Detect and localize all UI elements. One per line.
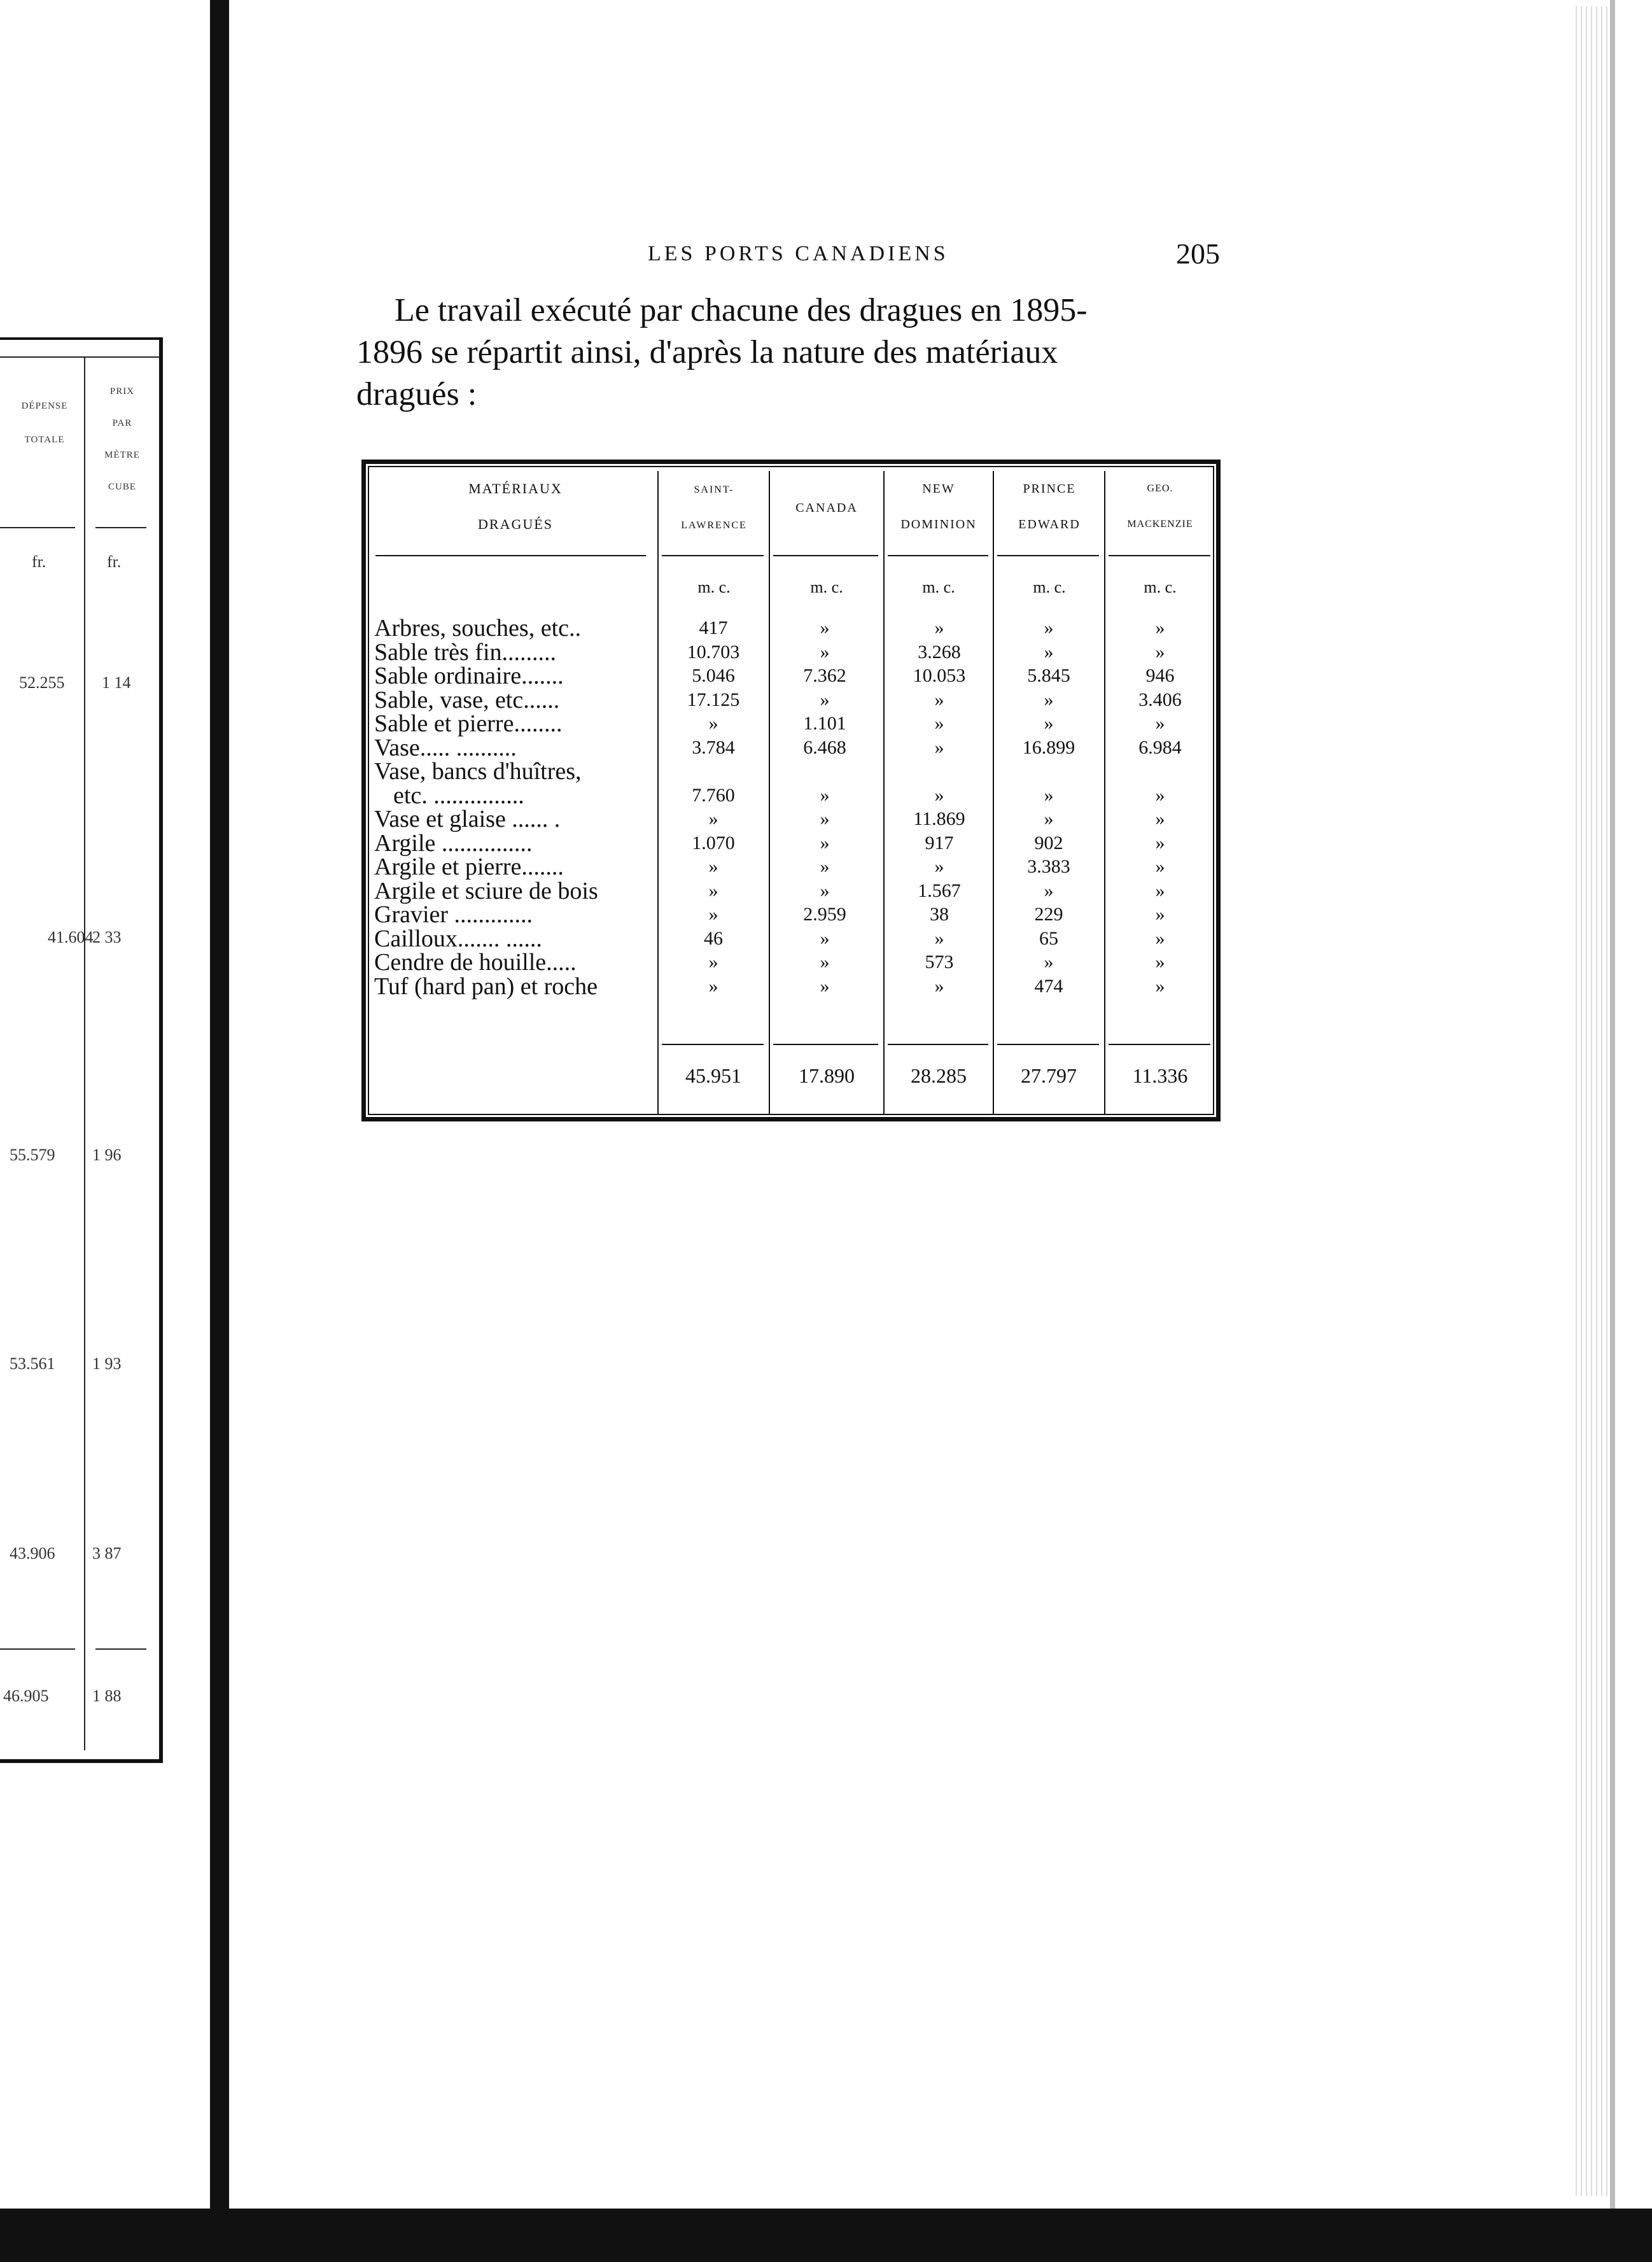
previous-page-total: 53.561 (10, 1354, 55, 1373)
row-label: Tuf (hard pan) et roche (374, 973, 598, 1000)
table-cell: 17.125 (687, 689, 740, 710)
total-rule (888, 1044, 988, 1045)
previous-page-total: 41.604 (48, 928, 94, 946)
table-cell: » (934, 617, 944, 638)
total-prince-edward: 27.797 (1021, 1064, 1077, 1087)
intro-line: dragués : (356, 376, 477, 412)
previous-page-price: 1 93 (92, 1354, 122, 1373)
column-divider (1104, 471, 1105, 1114)
table-cell: » (820, 689, 830, 710)
table-cell: » (708, 880, 718, 901)
table-cell: » (1044, 952, 1054, 973)
total-saint-lawrence: 45.951 (685, 1064, 741, 1087)
table-cell: » (1155, 927, 1165, 949)
previous-page-header-rule (0, 356, 159, 358)
previous-page-total: 55.579 (10, 1146, 55, 1164)
row-label: Cailloux....... ...... (374, 925, 542, 952)
table-cell: 5.845 (1027, 665, 1070, 686)
table-cell: » (1044, 617, 1054, 638)
row-label: Arbres, souches, etc.. (374, 615, 582, 642)
table-cell: 417 (699, 617, 728, 638)
running-head: LES PORTS CANADIENS (648, 242, 949, 265)
unit-label: m. c. (810, 578, 843, 596)
row-label: Sable, vase, etc...... (374, 686, 560, 713)
table-cell: » (820, 975, 830, 997)
table-cell: » (820, 952, 830, 973)
table-cell: » (708, 808, 718, 829)
previous-page-sum-price: 1 88 (92, 1687, 122, 1705)
intro-line: Le travail exécuté par chacune des dragues en 1895- (395, 292, 1088, 328)
table-cell: » (1155, 713, 1165, 734)
row-label: Sable ordinaire....... (374, 663, 564, 689)
total-geo-mackenzie: 11.336 (1132, 1064, 1188, 1087)
row-label: Sable et pierre........ (374, 710, 563, 737)
table-cell: 5.046 (692, 665, 735, 686)
table-cell: » (934, 927, 944, 949)
table-cell: » (934, 689, 944, 710)
page-stack-edge (1572, 6, 1610, 2196)
table-cell: » (1155, 952, 1165, 973)
previous-page-header-rule (95, 527, 146, 528)
previous-page-price: 1 14 (102, 673, 131, 692)
column-header-saint-lawrence: SAINT- LAWRENCE (681, 484, 747, 531)
table-cell: 1.567 (918, 880, 961, 901)
table-cell: 1.101 (803, 713, 846, 734)
table-cell: » (1155, 904, 1165, 925)
row-label: Argile et pierre....... (374, 854, 564, 880)
previous-page-price: 2 33 (92, 928, 122, 946)
table-cell: » (820, 856, 830, 877)
table-cell: » (1155, 832, 1165, 854)
scan-binding-edge (210, 0, 229, 2209)
column-divider (883, 471, 885, 1114)
table-cell: 6.984 (1138, 736, 1182, 758)
previous-page-sum-rule (0, 1648, 75, 1650)
previous-page-header-rule (0, 527, 75, 528)
row-label: Sable très fin......... (374, 638, 557, 666)
table-cell: » (708, 975, 718, 997)
table-cell: » (1155, 856, 1165, 877)
previous-page-price: 3 87 (92, 1544, 122, 1563)
column-divider (657, 471, 659, 1114)
table-cell: 10.703 (687, 641, 740, 663)
table-cell: 6.468 (803, 736, 846, 758)
table-cell: » (1155, 641, 1165, 663)
row-label: Vase et glaise ...... . (374, 806, 561, 832)
table-cell: 7.760 (692, 784, 735, 806)
previous-page-sum-total: 46.905 (3, 1687, 49, 1705)
previous-page-unit: fr. (32, 552, 46, 571)
page-number: 205 (1176, 237, 1220, 270)
table-cell: 3.268 (918, 641, 961, 663)
row-label: Cendre de houille..... (374, 949, 577, 976)
table-cell: » (820, 880, 830, 901)
table-cell: » (820, 784, 830, 806)
previous-page-total: 52.255 (19, 673, 65, 692)
table-cell: » (708, 904, 718, 925)
row-label: Gravier ............. (374, 901, 533, 928)
table-cell: 3.383 (1027, 856, 1070, 877)
header-rule (888, 555, 988, 556)
total-rule (773, 1044, 878, 1045)
total-rule (997, 1044, 1099, 1045)
previous-page-price: 1 96 (92, 1146, 122, 1164)
table-cell: 474 (1034, 975, 1063, 997)
previous-page-unit: fr. (107, 552, 122, 571)
previous-page-total: 43.906 (10, 1544, 55, 1563)
previous-page-sum-rule (95, 1648, 146, 1650)
table-cell: » (1155, 880, 1165, 901)
table-cell: » (1044, 713, 1054, 734)
row-label: etc. ............... (393, 782, 524, 809)
header-rule (662, 555, 764, 556)
column-header-geo-mackenzie: GEO. MACKENZIE (1127, 483, 1193, 530)
table-cell: 65 (1039, 927, 1058, 949)
table-cell: 3.406 (1138, 689, 1182, 710)
table-cell: » (1044, 880, 1054, 901)
table-cell: 2.959 (803, 904, 846, 925)
header-rule (1109, 555, 1210, 556)
table-cell: » (934, 713, 944, 734)
table-cell: 917 (925, 832, 954, 854)
table-cell: » (708, 952, 718, 973)
column-header-prince-edward: PRINCE EDWARD (1018, 482, 1081, 531)
table-cell: » (934, 856, 944, 877)
table-cell: » (1155, 784, 1165, 806)
header-rule (773, 555, 878, 556)
scan-bottom-edge (0, 2209, 1652, 2262)
row-label: Vase, bancs d'huîtres, (374, 758, 582, 785)
table-cell: » (1044, 784, 1054, 806)
table-cell: 573 (925, 952, 954, 973)
header-rule (997, 555, 1099, 556)
table-cell: 229 (1034, 904, 1063, 925)
table-cell: 3.784 (692, 736, 735, 758)
column-divider (769, 471, 770, 1114)
table-cell: 46 (704, 927, 723, 949)
table-cell: » (934, 975, 944, 997)
total-rule (1109, 1044, 1210, 1045)
column-header-canada: CANADA (795, 501, 858, 515)
intro-line: 1896 se répartit ainsi, d'après la nature des matériaux (356, 334, 1058, 370)
table-cell: 1.070 (692, 832, 735, 854)
table-cell: 11.869 (913, 808, 965, 829)
unit-label: m. c. (1033, 578, 1066, 596)
total-new-dominion: 28.285 (911, 1064, 967, 1087)
table-cell: 16.899 (1022, 736, 1075, 758)
table-cell: » (820, 808, 830, 829)
table-cell: » (708, 713, 718, 734)
row-label: Vase..... .......... (374, 734, 517, 761)
table-cell: » (934, 736, 944, 758)
previous-page-header-depense: DÉPENSE TOTALE (21, 401, 68, 445)
unit-label: m. c. (922, 578, 955, 596)
table-cell: » (1044, 641, 1054, 663)
total-canada: 17.890 (799, 1064, 855, 1087)
table-cell: » (820, 617, 830, 638)
scan-right-edge (1610, 0, 1615, 2209)
table-cell: 38 (930, 904, 949, 925)
column-header-new-dominion: NEW DOMINION (900, 482, 977, 531)
table-cell: » (1155, 808, 1165, 829)
column-header-materiaux: MATÉRIAUX DRAGUÉS (468, 481, 563, 532)
table-cell: » (1044, 689, 1054, 710)
table-cell: » (708, 856, 718, 877)
table-cell: » (1155, 975, 1165, 997)
unit-label: m. c. (697, 578, 731, 596)
table-cell: » (1044, 808, 1054, 829)
table-cell: 7.362 (803, 665, 846, 686)
previous-page-header-prix: PRIX PAR MÈTRE CUBE (104, 386, 140, 492)
table-cell: 902 (1034, 832, 1063, 854)
row-label: Argile ............... (374, 829, 533, 857)
table-cell: » (934, 784, 944, 806)
unit-label: m. c. (1144, 578, 1177, 596)
table-cell: » (820, 832, 830, 854)
table-cell: 10.053 (913, 665, 966, 686)
previous-page-column-divider (84, 356, 85, 1750)
table-cell: » (820, 641, 830, 663)
table-cell: » (820, 927, 830, 949)
table-cell: 946 (1145, 665, 1175, 686)
total-rule (662, 1044, 764, 1045)
header-rule (375, 555, 646, 556)
intro-paragraph (356, 290, 1235, 416)
row-label: Argile et sciure de bois (374, 877, 598, 904)
table-cell: » (1155, 617, 1165, 638)
